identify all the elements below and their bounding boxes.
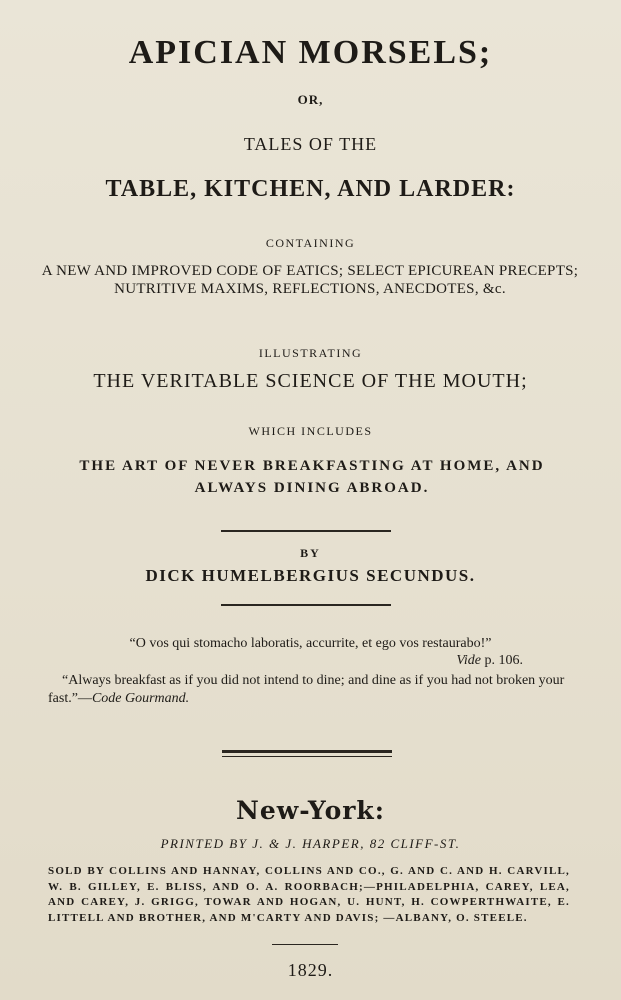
contents-description: A NEW AND IMPROVED CODE OF EATICS; SELECT EPICUREAN PRECEPTS; NUTRITIVE MAXIMS, REFLECTIONS, ANECDOTES, &c. <box>41 263 579 297</box>
epigraph-reference <box>456 653 523 669</box>
divider-rule-upper <box>221 530 391 532</box>
booksellers-list: SOLD BY COLLINS AND HANNAY, COLLINS AND CO., G. AND C. AND H. CARVILL, W. B. GILLEY, E. BLISS, AND O. A. ROORBACH;—PHILADELPHIA, CAREY, LEA, AND CAREY, J. GRIGG, TOWAR AND HOGAN, U. HUNT, H. COWPERTHWAITE, E. LITTELL AND BROTHER, AND M'CARTY AND DAVIS; —ALBANY, O. STEELE. <box>48 865 570 924</box>
double-rule-bottom <box>222 756 392 757</box>
containing-heading: CONTAINING <box>265 236 356 250</box>
book-title: APICIAN MORSELS; <box>128 34 493 71</box>
epigraph-english-source: Code Gourmand. <box>91 691 190 706</box>
printer-line: PRINTED BY J. & J. HARPER, 82 CLIFF-ST. <box>160 836 461 851</box>
subtitle-tales: TALES OF THE <box>243 134 378 154</box>
vide-label: Vide <box>456 653 481 668</box>
epigraph-english <box>48 672 568 708</box>
imprint-city: New-York: <box>236 796 385 825</box>
art-line: THE ART OF NEVER BREAKFASTING AT HOME, AND ALWAYS DINING ABROAD. <box>79 458 545 496</box>
or-connector: OR, <box>297 92 324 107</box>
year-rule <box>272 944 338 945</box>
illustrating-heading: ILLUSTRATING <box>258 346 363 360</box>
double-rule-top <box>222 750 392 753</box>
vide-page: p. 106. <box>481 653 523 668</box>
subtitle-table: TABLE, KITCHEN, AND LARDER: <box>105 176 516 202</box>
epigraph-latin: “O vos qui stomacho laboratis, accurrite, et ego vos restaurabo!” <box>129 636 492 651</box>
which-includes-heading: WHICH INCLUDES <box>248 424 373 438</box>
divider-rule-author <box>221 604 391 606</box>
by-label: BY <box>300 546 321 560</box>
science-line: THE VERITABLE SCIENCE OF THE MOUTH; <box>93 370 528 392</box>
epigraph-english-text: “Always breakfast as if you did not intend to dine; and dine as if you had not broken your fast.”— <box>48 673 565 706</box>
publication-year: 1829. <box>287 960 334 980</box>
author-name: DICK HUMELBERGIUS SECUNDUS. <box>145 566 476 585</box>
